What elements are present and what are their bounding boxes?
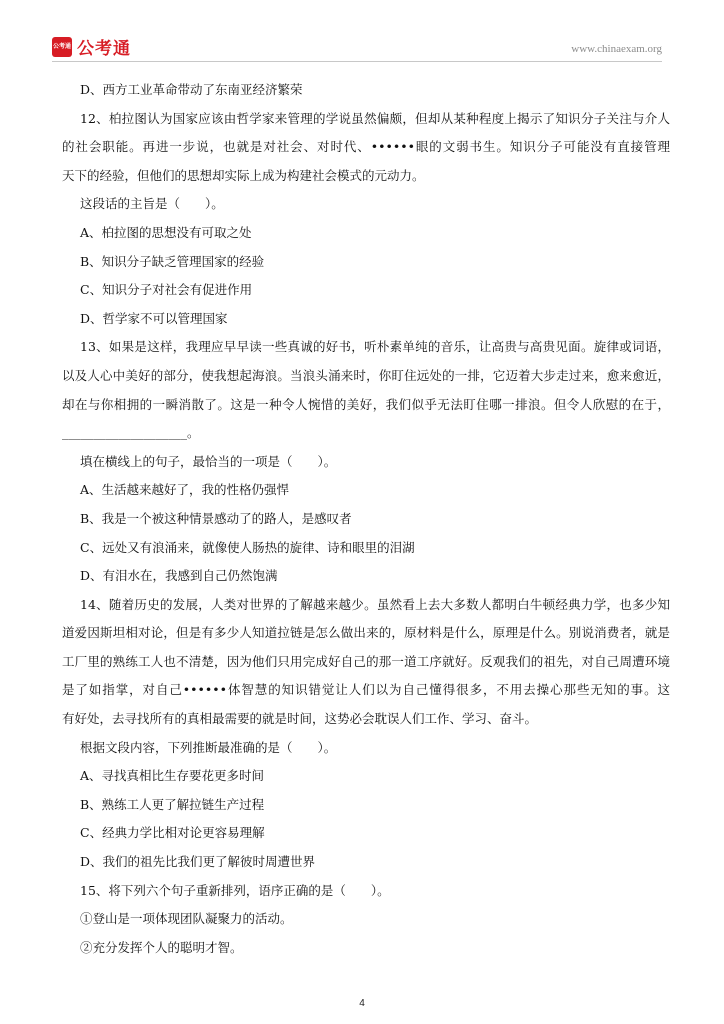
page-header: [52, 32, 662, 60]
text-line: 工厂里的熟练工人也不清楚，因为他们只用完成好自己的那一道工序就好。反观我们的祖先，对自己周遭环境: [62, 653, 670, 669]
text-line: 这段话的主旨是（ ）。: [80, 196, 224, 212]
logo-text: 公考通: [77, 39, 131, 59]
text-line: 天下的经验，但他们的思想却实际上成为构建社会模式的元动力。: [62, 167, 425, 183]
document-body: [62, 76, 670, 962]
text-line: A、寻找真相比生存要花更多时间: [80, 768, 265, 784]
text-line: 14、随着历史的发展，人类对世界的了解越来越少。虽然看上去大多数人都明白牛顿经典力学，也多少知: [80, 596, 670, 612]
page-number: 4: [359, 998, 365, 1009]
text-line: 13、如果是这样，我理应早早读一些真诚的好书，听朴素单纯的音乐，让高贵与高贵见面。旋律或词语，: [80, 339, 670, 355]
text-line: A、生活越来越好了，我的性格仍强悍: [80, 482, 290, 498]
text-line: 有好处，去寻找所有的真相最需要的就是时间，这势必会耽误人们工作、学习、奋斗。: [62, 711, 538, 727]
text-line: C、远处又有浪涌来，就像使人肠热的旋律、诗和眼里的泪湖: [80, 539, 415, 555]
text-line: C、知识分子对社会有促进作用: [80, 282, 253, 298]
text-line: B、熟练工人更了解拉链生产过程: [80, 796, 265, 812]
text-line: D、西方工业革命带动了东南亚经济繁荣: [80, 82, 303, 97]
brand-logo[interactable]: [52, 34, 131, 59]
text-line: ____________________。: [62, 425, 200, 441]
text-line: A、柏拉图的思想没有可取之处: [80, 224, 252, 240]
text-line: 以及人心中美好的部分，使我想起海浪。当浪头涌来时，你盯住远处的一排，它迈着大步走过来，愈来愈近，: [62, 367, 670, 383]
text-line: B、我是一个被这种情景感动了的路人，是感叹者: [80, 510, 352, 526]
text-line: B、知识分子缺乏管理国家的经验: [80, 253, 265, 269]
text-line: 是了如指掌，对自己••••••体智慧的知识错觉让人们以为自己懂得很多，不用去操心那些无知的事。这: [62, 682, 670, 698]
header-divider: [52, 61, 662, 62]
text-line: 15、将下列六个句子重新排列，语序正确的是（ ）。: [80, 882, 390, 898]
text-line: 却在与你相拥的一瞬消散了。这是一种令人惋惜的美好，我们似乎无法盯住哪一排浪。但令人欣慰的在于，: [62, 396, 670, 412]
text-line: 12、柏拉图认为国家应该由哲学家来管理的学说虽然偏颇，但却从某种程度上揭示了知识分子关注与介人: [80, 110, 670, 126]
text-line: ①登山是一项体现团队凝聚力的活动。: [80, 911, 293, 927]
site-url[interactable]: www.chinaexam.org: [571, 43, 662, 55]
text-line: 根据文段内容，下列推断最准确的是（ ）。: [80, 739, 337, 755]
text-line: 道爱因斯坦相对论，但是有多少人知道拉链是怎么做出来的，原材料是什么，原理是什么。别说消费者，就是: [62, 625, 670, 641]
text-line: D、我们的祖先比我们更了解彼时周遭世界: [80, 854, 316, 870]
text-line: 的社会职能。再进一步说，也就是对社会、对时代、••••••眼的文弱书生。知识分子可能没有直接管理: [62, 139, 670, 155]
text-line: C、经典力学比相对论更容易理解: [80, 825, 265, 841]
text-line: D、哲学家不可以管理国家: [80, 310, 228, 326]
logo-badge-icon: 公考通: [52, 37, 72, 57]
text-line: ②充分发挥个人的聪明才智。: [80, 939, 243, 955]
text-line: 填在横线上的句子，最恰当的一项是（ ）。: [80, 453, 337, 469]
text-line: D、有泪水在，我感到自己仍然饱满: [80, 568, 278, 584]
